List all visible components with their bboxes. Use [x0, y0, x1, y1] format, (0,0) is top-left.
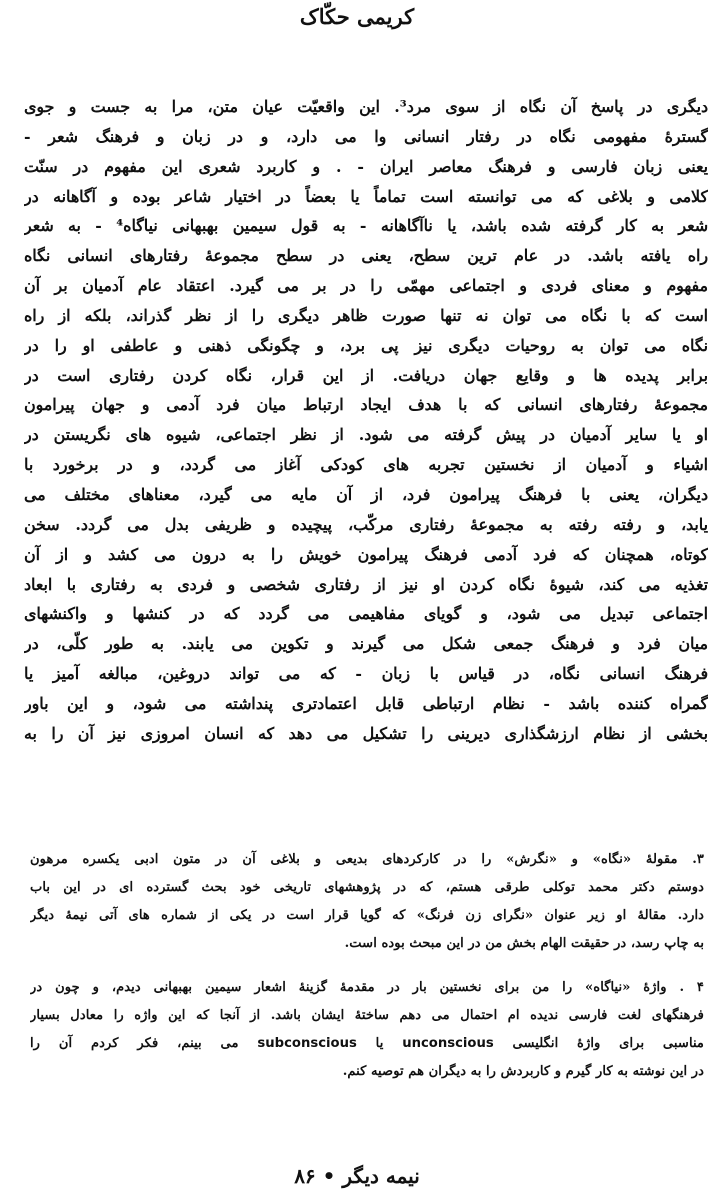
body-line: تغذیه می کند، شیوهٔ نگاه کردن او نیز از رفتاری شخصی و فردی به رفتاری با ابعاد	[24, 574, 708, 594]
body-line: میان فرد و فرهنگ جمعی شکل می گیرند و تکوین می یابند. به طور کلّی، در	[24, 634, 708, 654]
footnote-line: ۳. مقولهٔ «نگاه» و «نگرش» را در کارکردهای بدیعی و بلاغی آن در متون ادبی یکسره مرهون	[30, 852, 704, 867]
footnote-line: دوستم دکتر محمد توکلی طرقی هستم، که در پژوهشهای تاریخی خود بحث گسترده ای در این باب	[30, 880, 704, 895]
body-line: شعر به کار گرفته شده باشد، یا ناآگاهانه - به قول سیمین بهبهانی نیاگاه⁴ - به شعر	[24, 216, 708, 236]
body-line: یابد، و رفته رفته به مجموعهٔ رفتاری مرکّب، پیچیده و ظریفی بدل می گردد. سخن	[24, 514, 708, 534]
body-line: دیگران، یعنی با فرهنگ پیرامون فرد، از آن مایه می گیرد، معناهای مختلف می	[24, 484, 708, 504]
footnote-line-with-terms	[30, 1030, 704, 1058]
footnote-line: دارد. مقالهٔ او زیر عنوان «نگرای زن فرنگ» که گویا قرار است در یکی از شماره های آتی نیمهٔ دیگر	[30, 908, 704, 923]
footnotes-section	[30, 846, 704, 1086]
body-line: فرهنگ انسانی نگاه، در قیاس با زبان - که می تواند دروغین، مبالغه آمیز یا	[24, 664, 708, 684]
body-line: برابر پدیده ها و وقایع جهان دریافت. از این قرار، نگاه کردن رفتاری است در	[24, 365, 708, 385]
running-header-author: کریمی حکّاک	[299, 4, 415, 29]
footnote-4	[30, 974, 704, 1086]
body-line: مجموعهٔ رفتارهای انسانی که با هدف ایجاد ارتباط میان فرد آدمی و جهان پیرامون	[24, 395, 708, 415]
main-paragraph	[24, 92, 708, 749]
body-line: نگاه می توان به روحیات دیگری نیز پی برد، و چگونگی ذهنی و عاطفی او را در	[24, 335, 708, 355]
english-term: subconscious	[257, 1036, 357, 1051]
body-line: راه یافته باشد. در عام ترین سطح، یعنی در سطح مجموعهٔ رفتارهای انسانی نگاه	[24, 246, 708, 266]
footnote-spacer	[30, 958, 704, 974]
body-line: دیگری در پاسخ آن نگاه از سوی مرد³. این واقعیّت عیان متن، مرا به جست و جوی	[24, 97, 708, 116]
footnote-text: می بینم، فکر کردم آن را	[30, 1036, 239, 1051]
body-line: است که با نگاه می توان نه تنها صورت ظاهر دیگری را از نظر گذراند، بلکه از راه	[24, 305, 708, 325]
english-term: unconscious	[402, 1036, 494, 1051]
body-line: گمراه کننده باشد - نظام ارتباطی قابل اعتمادتری پنداشته می شود، و این باور	[24, 693, 708, 713]
footnote-text: یا	[375, 1036, 384, 1051]
body-line: گسترهٔ مفهومی نگاه در رفتار انسانی وا می دارد، و در زبان و فرهنگ شعر -	[24, 126, 708, 146]
footnote-text: مناسبی برای واژهٔ انگلیسی	[512, 1036, 704, 1051]
footnote-line: ۴ . واژهٔ «نیاگاه» را من برای نخستین بار در مقدمهٔ گزینهٔ اشعار سیمین بهبهانی دیدم، و چون در	[30, 980, 704, 995]
footnote-3	[30, 846, 704, 958]
body-line: کوتاه، همچنان که فرد آدمی فرهنگ پیرامون خویش را به درون می کشد و از آن	[24, 544, 708, 564]
body-line: بخشی از نظام ارزشگذاری دیرینی را تشکیل می دهد که انسان امروزی نیز آن را به	[24, 723, 708, 743]
body-line: اشیاء و آدمیان از نخستین تجربه های کودکی آغاز می گردد، و در برخورد با	[24, 455, 708, 475]
footnote-line: فرهنگهای لغت فارسی ندیده ام احتمال می دهم ساختهٔ ایشان باشد. از آنجا که این واژه را معادل بسیار	[30, 1008, 704, 1023]
body-line: اجتماعی تبدیل می شود، و گویای مفاهیمی می گردد که در کنشها و واکنشهای	[24, 604, 708, 624]
page-footer-folio: نیمه دیگر • ۸۶	[294, 1164, 420, 1188]
body-line: یعنی زبان فارسی و فرهنگ معاصر ایران - . و کاربرد شعری این مفهوم در سنّت	[24, 156, 708, 176]
footnote-line: به چاپ رسد، در حقیقت الهام بخش من در این مبحث بوده است.	[344, 936, 704, 951]
footnote-line: در این نوشته به کار گیرم و کاربردش را به دیگران هم توصیه کنم.	[342, 1064, 704, 1079]
body-line: مفهوم و معنای فردی و اجتماعی مهمّی را در بر می گیرد. اعتقاد عام آدمیان بر آن	[24, 276, 708, 296]
body-line: او یا سایر آدمیان در پیش گرفته می شود. از نظر اجتماعی، شیوه های نگریستن در	[24, 425, 708, 445]
body-line: کلامی و بلاغی که می توانسته است تماماً یا بعضاً در اختیار شاعر بوده و آگاهانه در	[24, 186, 708, 206]
